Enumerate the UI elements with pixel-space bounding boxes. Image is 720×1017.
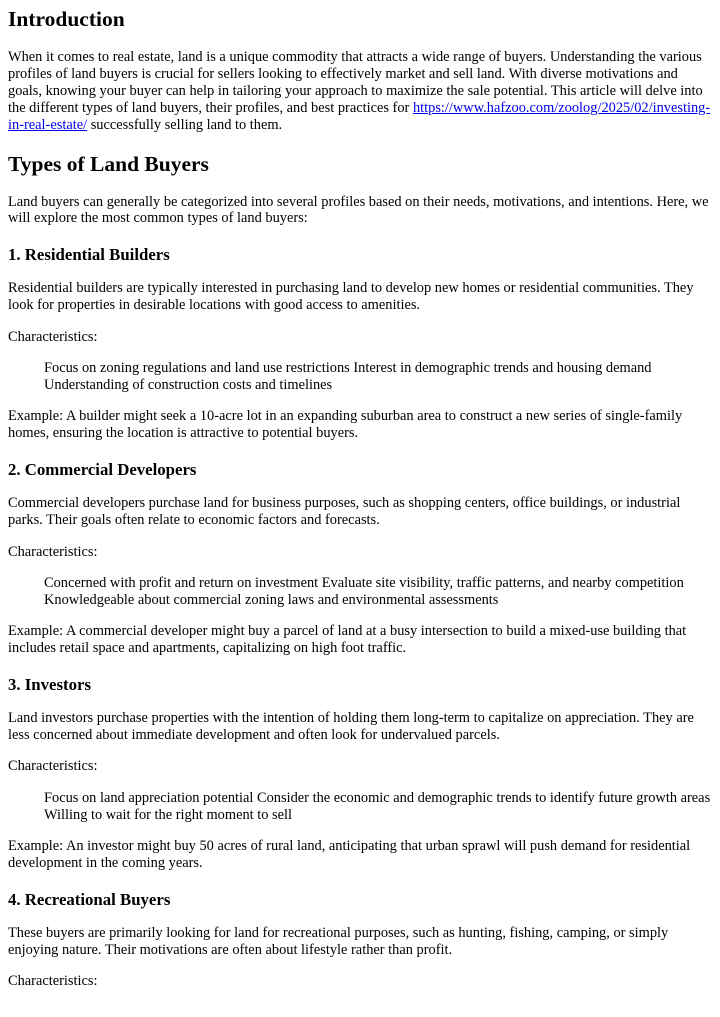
section-heading-recreational-buyers: 4. Recreational Buyers bbox=[8, 889, 171, 909]
section-example: Example: An investor might buy 50 acres of rural land, anticipating that urban sprawl will push demand for residential development in the coming years. bbox=[8, 838, 691, 871]
types-heading: Types of Land Buyers bbox=[8, 151, 209, 176]
introduction-heading: Introduction bbox=[8, 7, 125, 31]
introduction-paragraph bbox=[8, 49, 712, 134]
characteristics-label: Characteristics: bbox=[8, 973, 98, 990]
section-heading-residential-builders: 1. Residential Builders bbox=[8, 245, 170, 265]
section-example: Example: A builder might seek a 10-acre lot in an expanding suburban area to construct a new series of single-family homes, ensuring the location is attractive to potential buyers. bbox=[8, 408, 683, 442]
section-description: Residential builders are typically interested in purchasing land to develop new homes or residential communities. They look for properties in desirable locations with good access to amenities. bbox=[8, 280, 694, 314]
section-example: Example: A commercial developer might buy a parcel of land at a busy intersection to build a mixed-use building that includes retail space and apartments, capitalizing on high foot traffic. bbox=[8, 623, 687, 657]
introduction-text-end: successfully selling land to them. bbox=[87, 116, 283, 133]
characteristics-list: Concerned with profit and return on investment Evaluate site visibility, traffic patterns, and nearby competition Knowledgeable about commercial zoning laws and environmental assessments bbox=[44, 574, 684, 608]
characteristics-label: Characteristics: bbox=[8, 328, 98, 345]
characteristics-label: Characteristics: bbox=[8, 543, 98, 560]
section-heading-investors: 3. Investors bbox=[8, 675, 91, 695]
section-description: Land investors purchase properties with the intention of holding them long-term to capitalize on appreciation. They are less concerned about immediate development and often look for undervalued parcels. bbox=[8, 710, 694, 743]
section-heading-commercial-developers: 2. Commercial Developers bbox=[8, 460, 197, 480]
characteristics-list: Focus on land appreciation potential Consider the economic and demographic trends to identify future growth areas Willing to wait for the right moment to sell bbox=[44, 789, 711, 823]
section-description: These buyers are primarily looking for land for recreational purposes, such as hunting, fishing, camping, or simply enjoying nature. Their motivations are often about lifestyle rather than profit. bbox=[8, 924, 669, 958]
characteristics-label: Characteristics: bbox=[8, 758, 98, 775]
section-description: Commercial developers purchase land for business purposes, such as shopping centers, office buildings, or industrial parks. Their goals often relate to economic factors and forecasts. bbox=[8, 495, 681, 529]
characteristics-list: Focus on zoning regulations and land use restrictions Interest in demographic trends and housing demand Understanding of construction costs and timelines bbox=[44, 360, 652, 393]
article-link[interactable]: https://www.hafzoo.com/zoolog/2025/02/investing-in-real-estate/ bbox=[8, 99, 711, 133]
types-intro-paragraph: Land buyers can generally be categorized into several profiles based on their needs, motivations, and intentions. Here, we will explore the most common types of land buyers: bbox=[8, 193, 709, 227]
introduction-text: When it comes to real estate, land is a unique commodity that attracts a wide range of buyers. Understanding the various profiles of land buyers is crucial for sellers looking to effectively market and sell land. With diverse motivations and goals, knowing your buyer can help in tailoring your approach to maximize the sale potential. This article will delve into the different types of land buyers, their profiles, and best practices for bbox=[8, 49, 703, 116]
